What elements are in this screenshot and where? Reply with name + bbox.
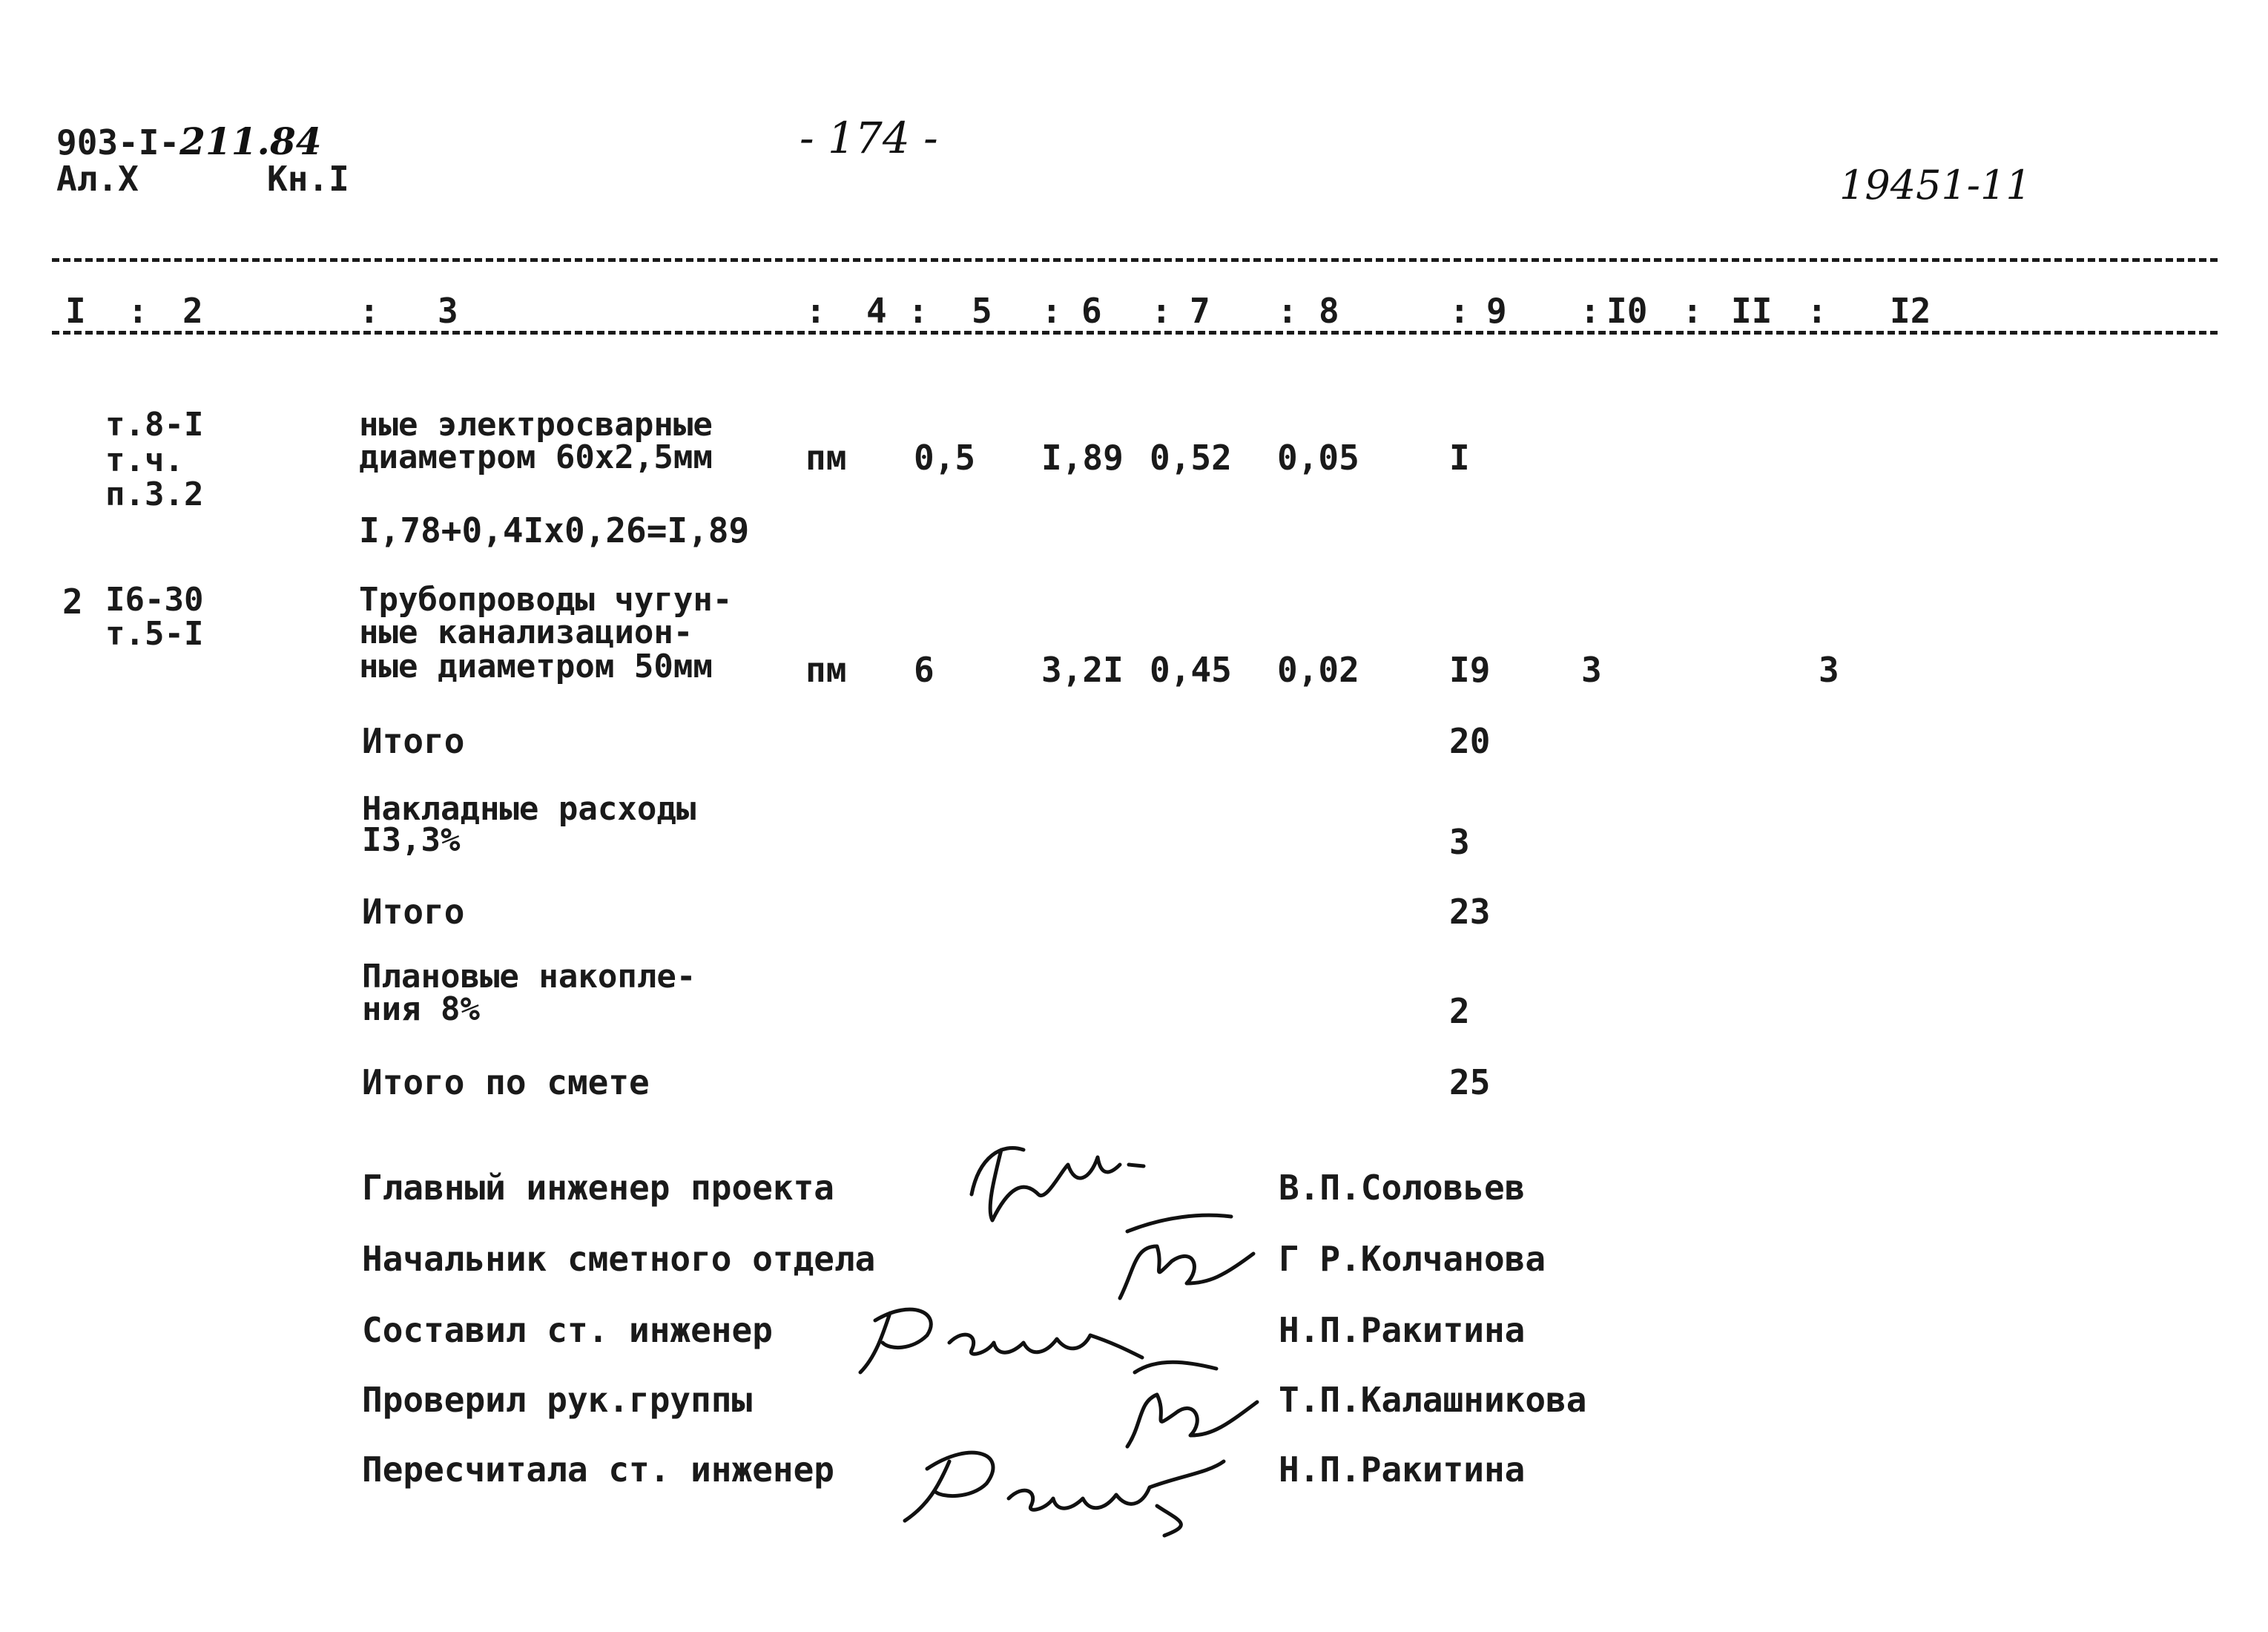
column-colon: : xyxy=(1041,291,1062,331)
column-header-11: II xyxy=(1731,291,1773,331)
signature-name: Н.П.Ракитина xyxy=(1279,1450,1526,1490)
column-header-7: 7 xyxy=(1190,291,1210,331)
column-header-3: 3 xyxy=(438,291,458,331)
column-header-2: 2 xyxy=(182,291,203,331)
document-code-printed: 903-I- xyxy=(56,122,180,162)
row-value-6: 0,52 xyxy=(1150,438,1232,478)
row-value-7: 0,02 xyxy=(1277,650,1359,690)
column-colon: : xyxy=(1151,291,1172,331)
column-header-9: 9 xyxy=(1486,291,1507,331)
row-formula: I,78+0,4Iх0,26=I,89 xyxy=(359,510,750,550)
column-header-10: I0 xyxy=(1606,291,1648,331)
total-label: Итого xyxy=(362,892,465,932)
planned-savings-value: 2 xyxy=(1449,991,1470,1031)
planned-savings-label: Плановые накопле- xyxy=(362,958,696,996)
row-ref: п.3.2 xyxy=(105,476,204,513)
signature-role: Начальник сметного отдела xyxy=(362,1239,876,1279)
signature-role: Главный инженер проекта xyxy=(362,1168,834,1208)
signature-name: В.П.Соловьев xyxy=(1279,1168,1526,1208)
signature-name: Г Р.Колчанова xyxy=(1279,1239,1546,1279)
row-value-8: I9 xyxy=(1449,650,1491,690)
overhead-value: 3 xyxy=(1449,822,1470,862)
signature-role: Составил ст. инженер xyxy=(362,1310,773,1350)
archive-number: 19451-11 xyxy=(1839,162,2031,208)
signature-name: Н.П.Ракитина xyxy=(1279,1310,1526,1350)
column-header-4: 4 xyxy=(866,291,887,331)
row-ref: т.8-I xyxy=(105,406,204,444)
row-value-5: 3,2I xyxy=(1041,650,1124,690)
total-value: 23 xyxy=(1449,892,1491,932)
row-unit: пм xyxy=(805,438,847,478)
row-unit: пм xyxy=(805,650,847,690)
book-label: Кн.I xyxy=(267,159,349,199)
grand-total-value: 25 xyxy=(1449,1062,1491,1102)
album-label: Ал.Х xyxy=(56,159,139,199)
document-code-handwritten: 211.84 xyxy=(179,119,322,163)
overhead-label: I3,3% xyxy=(362,821,461,859)
row-value-4: 6 xyxy=(914,650,934,690)
row-ref: т.5-I xyxy=(105,615,204,653)
signature-role: Проверил рук.группы xyxy=(362,1380,753,1420)
column-header-12: I2 xyxy=(1890,291,1931,331)
column-colon: : xyxy=(1277,291,1298,331)
row-value-7: 0,05 xyxy=(1277,438,1359,478)
column-colon: : xyxy=(1682,291,1703,331)
column-header-6: 6 xyxy=(1081,291,1102,331)
row-description: Трубопроводы чугун- xyxy=(359,581,733,619)
column-colon: : xyxy=(1807,291,1827,331)
row-ref: т.ч. xyxy=(105,441,184,479)
row-description: ные диаметром 50мм xyxy=(359,648,713,685)
column-colon: : xyxy=(359,291,380,331)
page-number: - 174 - xyxy=(800,113,938,163)
column-colon: : xyxy=(128,291,148,331)
column-header-8: 8 xyxy=(1319,291,1339,331)
row-value-4: 0,5 xyxy=(914,438,976,478)
row-description: диаметром 60х2,5мм xyxy=(359,438,713,476)
document-code xyxy=(56,119,322,163)
column-colon: : xyxy=(1449,291,1470,331)
handwritten-signature xyxy=(897,1432,1239,1543)
row-number: 2 xyxy=(62,582,83,622)
row-value-11: 3 xyxy=(1819,650,1839,690)
planned-savings-label: ния 8% xyxy=(362,990,480,1028)
column-colon: : xyxy=(805,291,826,331)
row-description: ные канализацион- xyxy=(359,613,693,651)
row-ref: I6-30 xyxy=(105,581,204,619)
overhead-label: Накладные расходы xyxy=(362,790,696,828)
grand-total-label: Итого по смете xyxy=(362,1062,650,1102)
column-colon: : xyxy=(1580,291,1601,331)
header-rule-top xyxy=(52,258,2218,262)
total-label: Итого xyxy=(362,721,465,761)
row-value-6: 0,45 xyxy=(1150,650,1232,690)
signature-role: Пересчитала ст. инженер xyxy=(362,1450,834,1490)
column-header-1: I xyxy=(65,291,86,331)
row-description: ные электросварные xyxy=(359,406,713,444)
total-value: 20 xyxy=(1449,721,1491,761)
row-value-5: I,89 xyxy=(1041,438,1124,478)
signature-name: Т.П.Калашникова xyxy=(1279,1380,1587,1420)
row-value-8: I xyxy=(1449,438,1470,478)
column-header-5: 5 xyxy=(972,291,992,331)
header-rule-bottom xyxy=(52,331,2218,335)
column-colon: : xyxy=(908,291,929,331)
row-value-9: 3 xyxy=(1581,650,1602,690)
